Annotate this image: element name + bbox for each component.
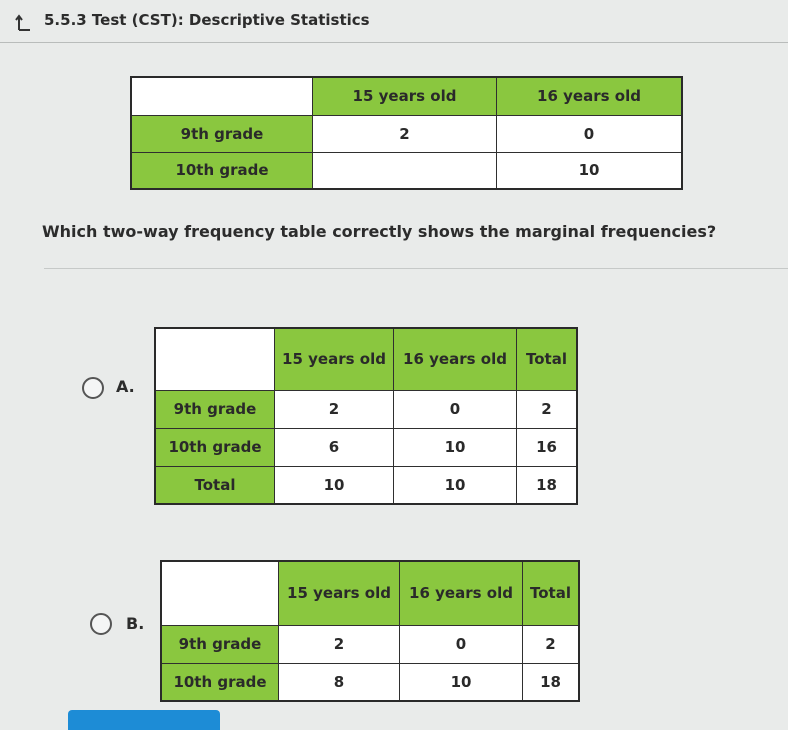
table-cell: 0 (400, 625, 523, 663)
row-header: 9th grade (131, 115, 313, 152)
row-header: 10th grade (131, 152, 313, 189)
table-cell: 16 (517, 428, 578, 466)
table-cell: 10 (394, 466, 517, 504)
header-bar (0, 0, 788, 43)
table-cell: 10 (275, 466, 394, 504)
option-a-table[interactable] (154, 327, 578, 505)
divider (44, 268, 788, 269)
table-row (161, 663, 579, 701)
table-cell: 6 (275, 428, 394, 466)
table-cell: 2 (523, 625, 580, 663)
submit-button[interactable] (68, 710, 220, 730)
corner-cell (131, 77, 313, 115)
option-a-letter: A. (116, 377, 135, 396)
table-row (155, 428, 577, 466)
table-row (131, 115, 682, 152)
page-title: 5.5.3 Test (CST): Descriptive Statistics (44, 11, 370, 29)
table-cell: 0 (497, 115, 683, 152)
table-cell: 2 (275, 390, 394, 428)
row-header: 9th grade (155, 390, 275, 428)
row-header: 10th grade (155, 428, 275, 466)
corner-cell (155, 328, 275, 390)
row-header: Total (155, 466, 275, 504)
option-a-radio[interactable] (82, 377, 104, 399)
col-header: 15 years old (275, 328, 394, 390)
col-header: Total (517, 328, 578, 390)
option-b-radio[interactable] (90, 613, 112, 635)
table-row (131, 152, 682, 189)
table-header-row (155, 328, 577, 390)
table-row (155, 390, 577, 428)
col-header: Total (523, 561, 580, 625)
table-cell: 10 (400, 663, 523, 701)
corner-cell (161, 561, 279, 625)
col-header: 16 years old (400, 561, 523, 625)
table-header-row (161, 561, 579, 625)
table-cell: 10 (497, 152, 683, 189)
col-header: 15 years old (313, 77, 497, 115)
row-header: 9th grade (161, 625, 279, 663)
table-cell: 2 (313, 115, 497, 152)
table-cell: 2 (279, 625, 400, 663)
table-cell: 8 (279, 663, 400, 701)
back-arrow-icon[interactable] (14, 14, 32, 32)
option-b-table[interactable] (160, 560, 580, 702)
table-cell: 0 (394, 390, 517, 428)
table-cell: 10 (394, 428, 517, 466)
given-frequency-table (130, 76, 683, 190)
col-header: 15 years old (279, 561, 400, 625)
table-row (155, 466, 577, 504)
table-cell: 2 (517, 390, 578, 428)
option-b-letter: B. (126, 614, 145, 633)
col-header: 16 years old (497, 77, 683, 115)
question-text: Which two-way frequency table correctly shows the marginal frequencies? (42, 222, 717, 241)
table-row (161, 625, 579, 663)
table-cell: 18 (523, 663, 580, 701)
col-header: 16 years old (394, 328, 517, 390)
table-cell (313, 152, 497, 189)
table-cell: 18 (517, 466, 578, 504)
row-header: 10th grade (161, 663, 279, 701)
table-header-row (131, 77, 682, 115)
